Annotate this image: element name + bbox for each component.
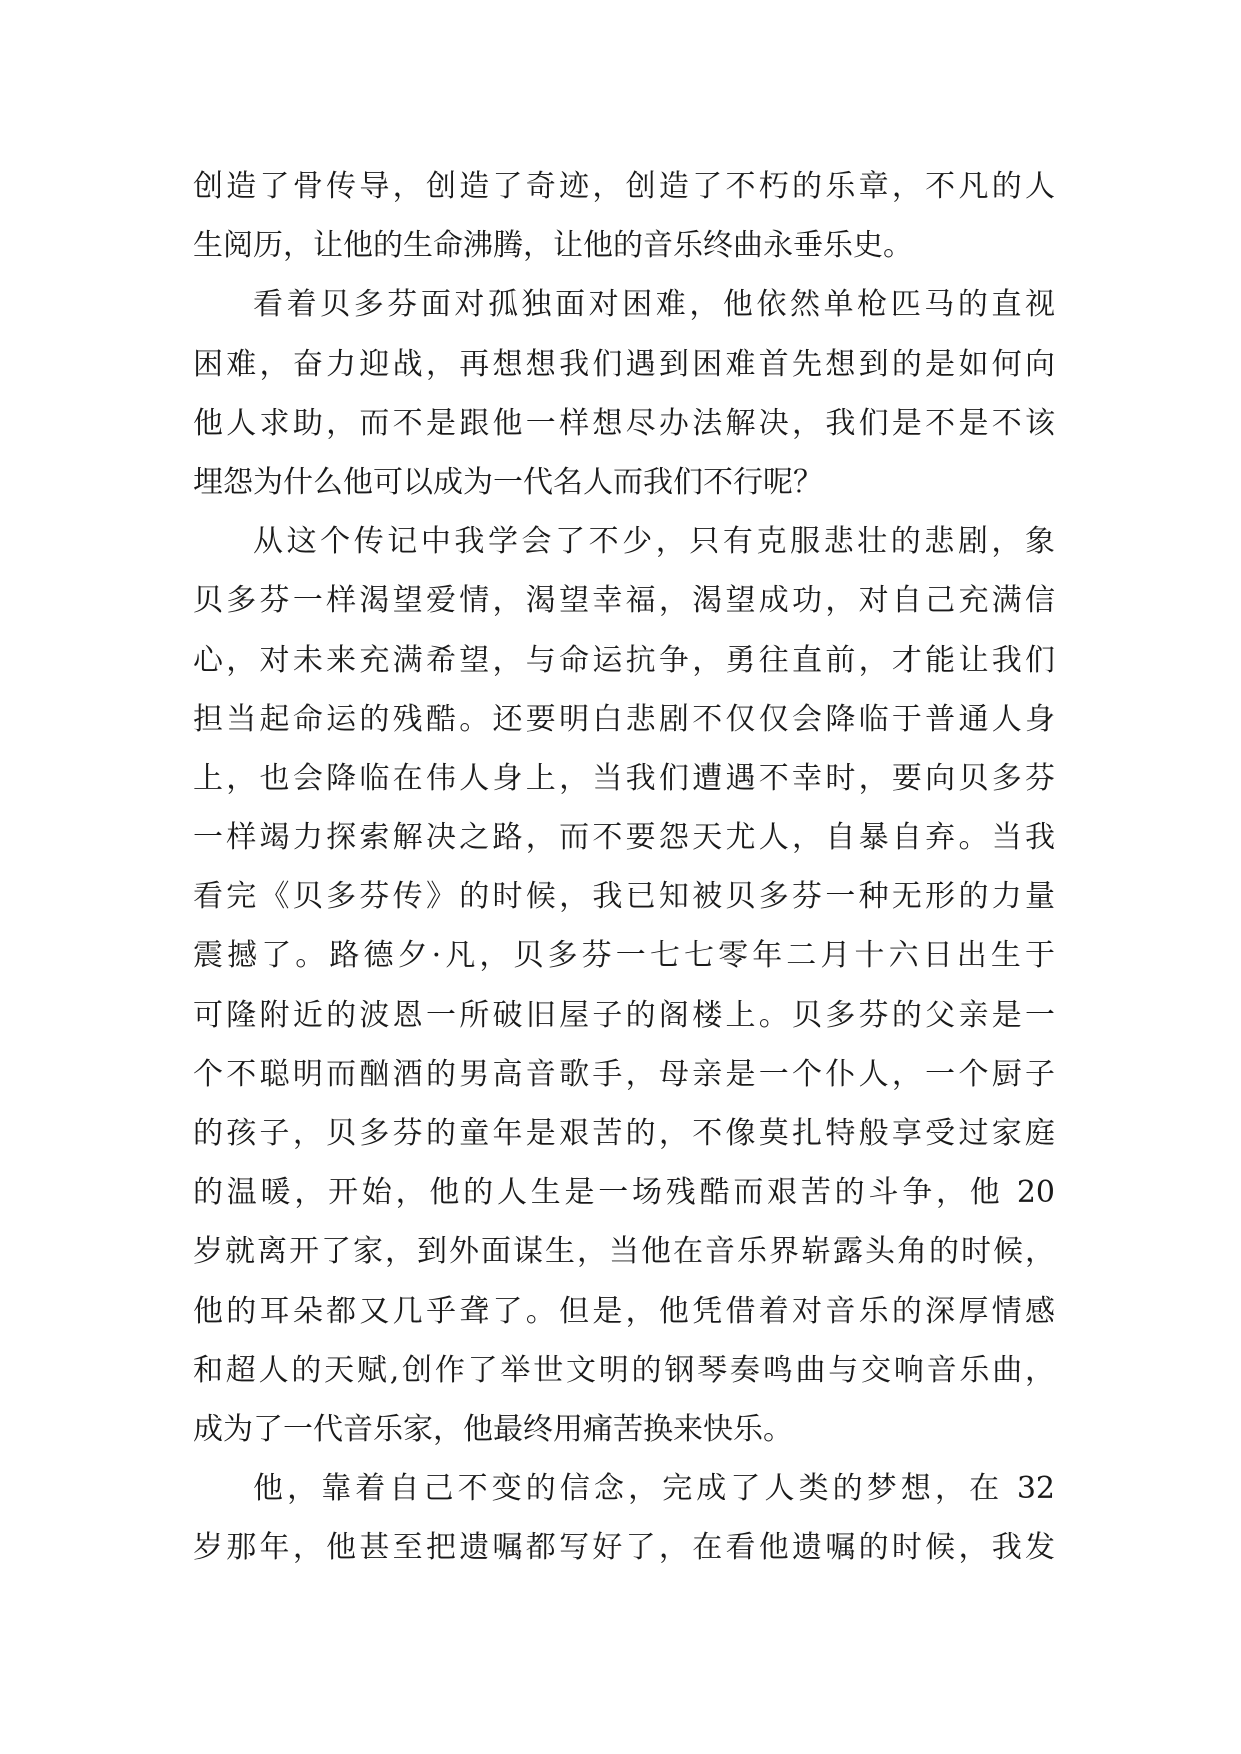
- text-line: 可隆附近的波恩一所破旧屋子的阁楼上。贝多芬的父亲是一: [193, 997, 1055, 1033]
- text-line: 和超人的天赋,创作了举世文明的钢琴奏鸣曲与交响音乐曲，: [193, 1352, 1055, 1388]
- text-line: 岁那年，他甚至把遗嘱都写好了，在看他遗嘱的时候，我发: [193, 1530, 1055, 1566]
- text-line: 创造了骨传导，创造了奇迹，创造了不朽的乐章，不凡的人: [193, 169, 1055, 204]
- text-line: 他，靠着自己不变的信念，完成了人类的梦想，在 32: [253, 1471, 1055, 1507]
- text-line: 心，对未来充满希望，与命运抗争，勇往直前，才能让我们: [193, 642, 1055, 678]
- text-line: 的孩子，贝多芬的童年是艰苦的，不像莫扎特般享受过家庭: [193, 1116, 1055, 1151]
- text-line: 困难，奋力迎战，再想想我们遇到困难首先想到的是如何向: [193, 346, 1055, 382]
- text-line: 一样竭力探索解决之路，而不要怨天尤人，自暴自弃。当我: [193, 820, 1055, 856]
- text-line: 成为了一代音乐家，他最终用痛苦换来快乐。: [193, 1411, 793, 1447]
- text-line: 上，也会降临在伟人身上，当我们遭遇不幸时，要向贝多芬: [193, 760, 1055, 796]
- text-line: 生阅历，让他的生命沸腾，让他的音乐终曲永垂乐史。: [193, 228, 913, 264]
- text-line: 的温暖，开始，他的人生是一场残酷而艰苦的斗争，他 20: [193, 1175, 1055, 1211]
- text-line: 他人求助，而不是跟他一样想尽办法解决，我们是不是不该: [193, 405, 1055, 441]
- text-line: 看完《贝多芬传》的时候，我已知被贝多芬一种无形的力量: [193, 879, 1055, 915]
- text-line: 个不聪明而酗酒的男高音歌手，母亲是一个仆人，一个厨子: [193, 1056, 1055, 1092]
- text-line: 岁就离开了家，到外面谋生，当他在音乐界崭露头角的时候，: [193, 1234, 1055, 1270]
- text-line: 贝多芬一样渴望爱情，渴望幸福，渴望成功，对自己充满信: [193, 583, 1055, 619]
- text-body: [193, 157, 1055, 1578]
- text-line: 他的耳朵都又几乎聋了。但是，他凭借着对音乐的深厚情感: [193, 1293, 1055, 1329]
- text-line: 震撼了。路德夕·凡，贝多芬一七七零年二月十六日出生于: [193, 938, 1055, 974]
- text-line: 看着贝多芬面对孤独面对困难，他依然单枪匹马的直视: [253, 287, 1055, 323]
- text-line: 担当起命运的残酷。还要明白悲剧不仅仅会降临于普通人身: [193, 701, 1055, 737]
- text-line: 从这个传记中我学会了不少，只有克服悲壮的悲剧，象: [253, 524, 1055, 560]
- text-line: 埋怨为什么他可以成为一代名人而我们不行呢？: [193, 464, 823, 500]
